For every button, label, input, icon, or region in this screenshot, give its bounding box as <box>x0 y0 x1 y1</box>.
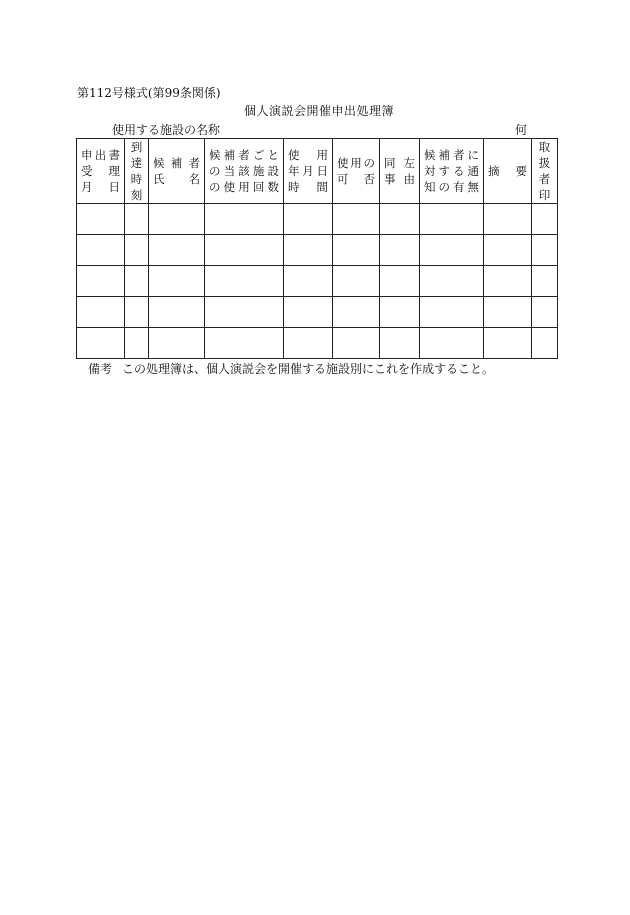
header-line: 扱 <box>538 156 551 170</box>
header-row <box>77 139 558 204</box>
table-cell <box>149 235 205 266</box>
table-cell <box>77 266 125 297</box>
header-line: 者 <box>538 172 551 186</box>
table-cell <box>284 266 333 297</box>
table-cell <box>484 235 532 266</box>
table-cell <box>333 235 380 266</box>
header-line: 時 間 <box>288 180 328 194</box>
header-received-date <box>77 139 125 204</box>
header-line: 受 理 <box>81 164 120 178</box>
table-cell <box>77 235 125 266</box>
header-line: 候補者に <box>424 148 479 162</box>
header-line: 事由 <box>384 172 415 186</box>
header-line: 印 <box>538 188 551 202</box>
header-line: 候補者ごと <box>209 148 279 162</box>
header-line: 候補者 <box>153 156 200 170</box>
table-cell <box>484 266 532 297</box>
header-line: 年月日 <box>288 164 328 178</box>
table-row <box>77 204 558 235</box>
header-candidate-name <box>149 139 205 204</box>
table-cell <box>333 204 380 235</box>
header-line: 使 用 <box>288 148 328 162</box>
table-cell <box>284 297 333 328</box>
table-cell <box>125 204 149 235</box>
table-cell <box>77 297 125 328</box>
table-cell <box>532 328 558 359</box>
table-cell <box>205 297 284 328</box>
header-line: 知の有無 <box>424 180 479 194</box>
header-approval <box>333 139 380 204</box>
table-cell <box>420 297 484 328</box>
table-cell <box>205 266 284 297</box>
header-use-datetime <box>284 139 333 204</box>
table-cell <box>420 204 484 235</box>
header-line: 取 <box>538 140 551 154</box>
table-cell <box>484 297 532 328</box>
header-handler-seal <box>532 139 558 204</box>
table-row <box>77 297 558 328</box>
page-suffix: 何 <box>515 123 528 137</box>
table-cell <box>420 266 484 297</box>
register-table <box>76 138 558 359</box>
table-cell <box>149 328 205 359</box>
table-cell <box>205 235 284 266</box>
table-cell <box>380 266 420 297</box>
header-line: 刻 <box>130 188 143 202</box>
header-line: 使用の <box>337 156 375 170</box>
header-arrival-time <box>125 139 149 204</box>
table-cell <box>532 204 558 235</box>
header-line: の使用回数 <box>209 180 279 194</box>
table-cell <box>205 204 284 235</box>
header-use-count <box>205 139 284 204</box>
table-cell <box>77 328 125 359</box>
table-row <box>77 328 558 359</box>
header-line: 可 否 <box>337 172 375 186</box>
header-line: 摘 要 <box>488 164 527 178</box>
note-label: 備考 <box>88 362 113 376</box>
table-cell <box>333 297 380 328</box>
table-cell <box>125 328 149 359</box>
table-cell <box>205 328 284 359</box>
table-row <box>77 266 558 297</box>
table-cell <box>149 297 205 328</box>
table-cell <box>284 328 333 359</box>
table-cell <box>380 235 420 266</box>
header-line: 月 日 <box>81 180 120 194</box>
table-cell <box>532 266 558 297</box>
header-reason <box>380 139 420 204</box>
note <box>88 360 494 377</box>
table-cell <box>284 204 333 235</box>
header-line: 達 <box>130 156 143 170</box>
table-cell <box>77 204 125 235</box>
header-line: 時 <box>130 172 143 186</box>
header-remarks <box>484 139 532 204</box>
table-cell <box>532 235 558 266</box>
table-row <box>77 235 558 266</box>
form-number: 第112号様式(第99条関係) <box>77 86 221 100</box>
header-line: 対する通 <box>424 164 479 178</box>
table-cell <box>125 266 149 297</box>
document-title: 個人演説会開催申出処理簿 <box>243 104 394 118</box>
table-cell <box>484 328 532 359</box>
header-line: 氏 名 <box>153 172 200 186</box>
header-line: 到 <box>130 140 143 154</box>
table-cell <box>380 328 420 359</box>
register-table-body <box>77 139 558 359</box>
table-cell <box>149 204 205 235</box>
table-cell <box>333 266 380 297</box>
table-cell <box>420 235 484 266</box>
table-cell <box>532 297 558 328</box>
note-text: この処理簿は、個人演説会を開催する施設別にこれを作成すること。 <box>122 362 495 376</box>
table-cell <box>420 328 484 359</box>
table-cell <box>125 235 149 266</box>
table-cell <box>484 204 532 235</box>
table-cell <box>284 235 333 266</box>
table-cell <box>149 266 205 297</box>
header-line: の当該施設 <box>209 164 279 178</box>
table-cell <box>333 328 380 359</box>
header-line: 申出書 <box>81 148 120 162</box>
table-cell <box>125 297 149 328</box>
header-line: 同左 <box>384 156 415 170</box>
facility-name-label: 使用する施設の名称 <box>112 123 221 137</box>
header-notice <box>420 139 484 204</box>
table-cell <box>380 204 420 235</box>
table-cell <box>380 297 420 328</box>
